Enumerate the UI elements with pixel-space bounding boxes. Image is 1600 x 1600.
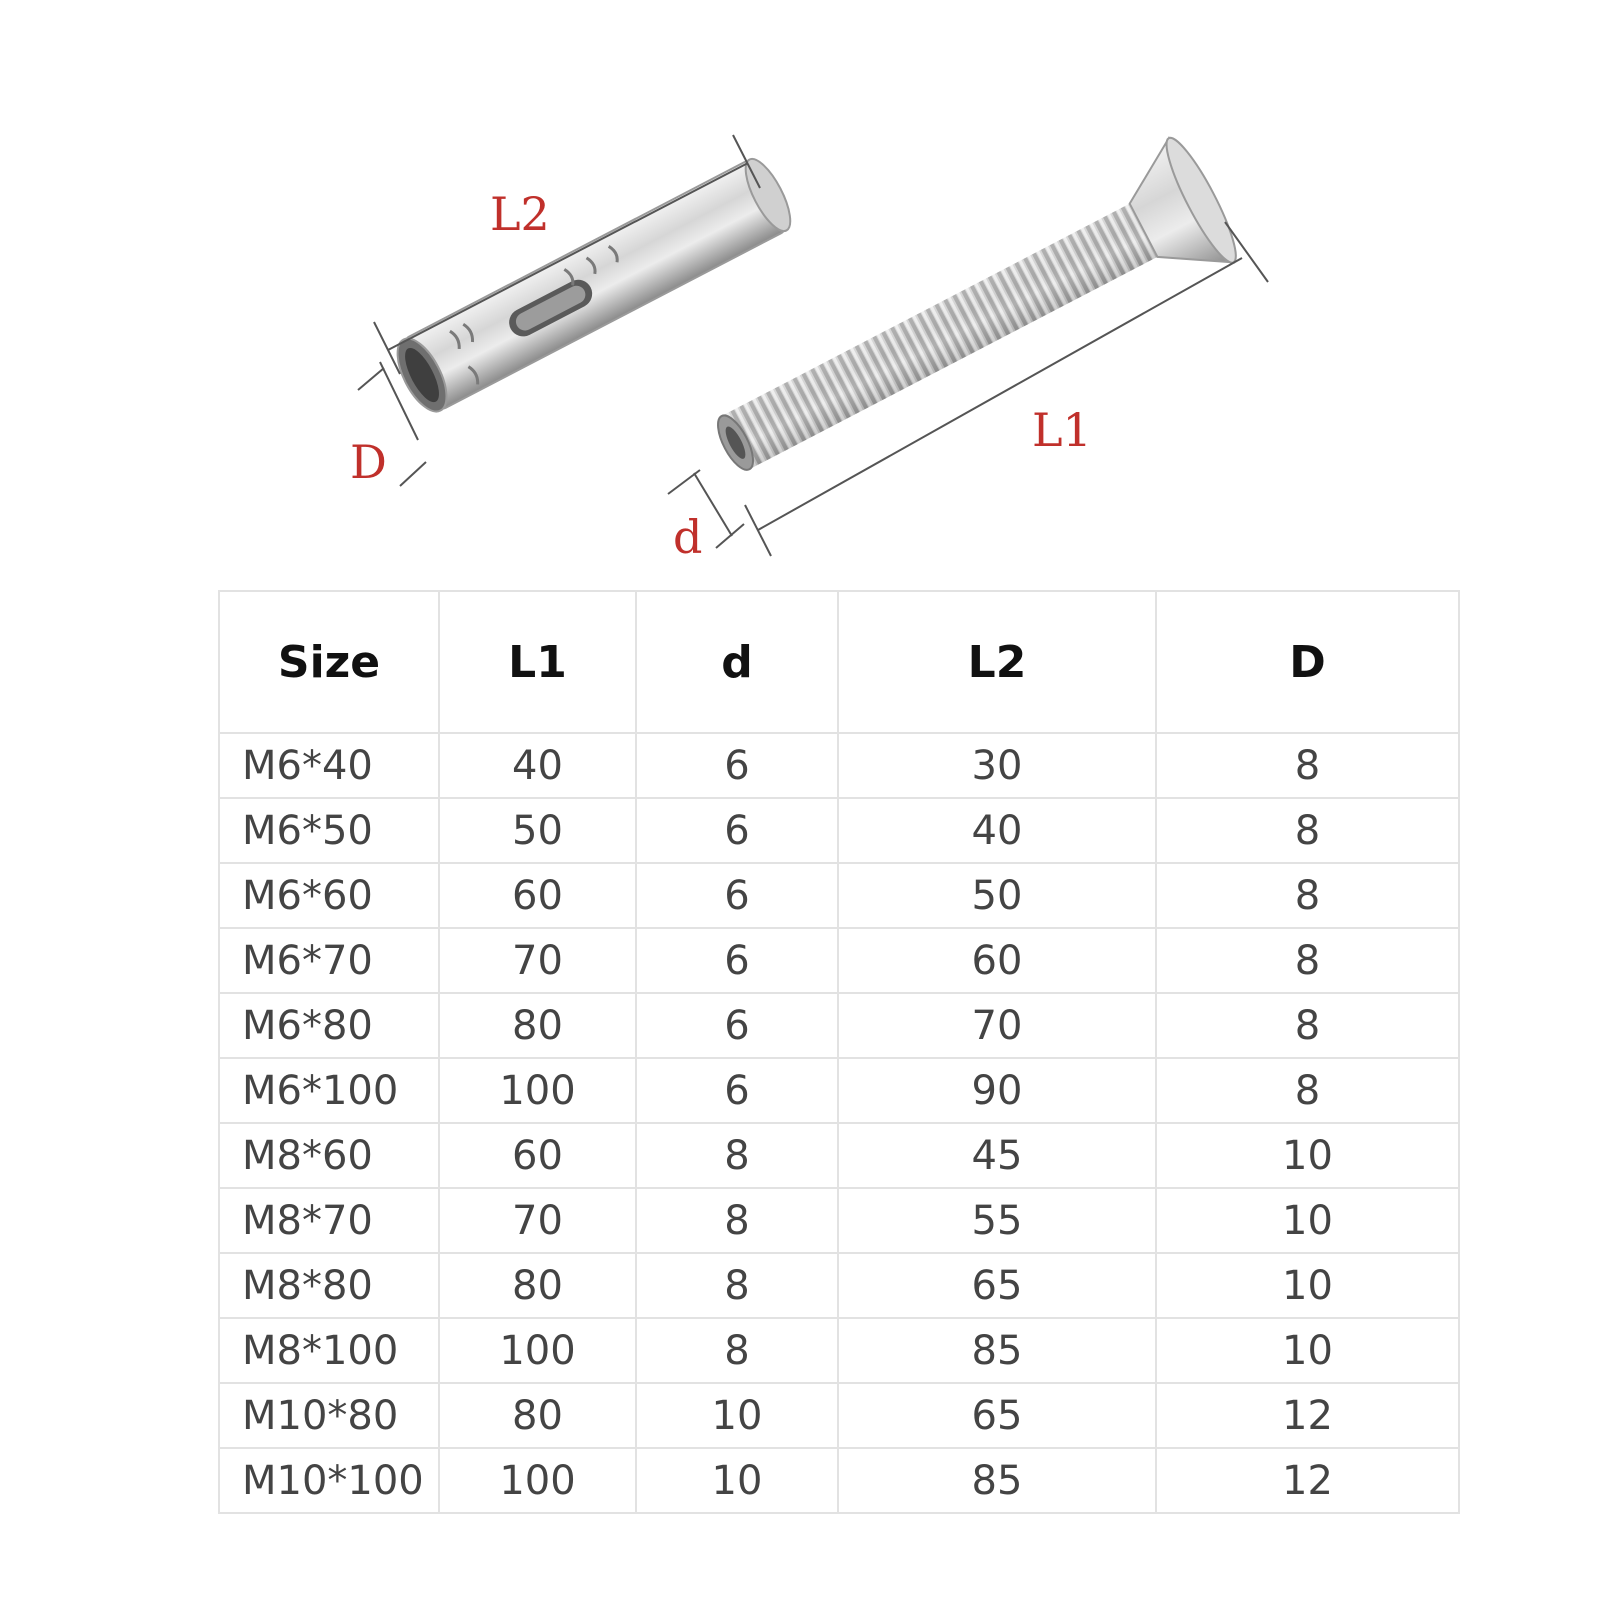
l1-cell: 40 [439,733,636,798]
size-cell: M6*40 [219,733,439,798]
expansion-sleeve [388,153,799,419]
d-large-cell: 8 [1156,733,1459,798]
d-small-cell: 6 [636,993,838,1058]
table-row [219,1058,1459,1123]
sleeve-diameter-label: D [350,435,387,489]
table-row [219,1253,1459,1318]
l2-cell: 60 [838,928,1156,993]
table-row [219,1318,1459,1383]
d-large-cell: 8 [1156,798,1459,863]
d-small-cell: 10 [636,1448,838,1513]
size-cell: M6*50 [219,798,439,863]
d-large-cell: 8 [1156,863,1459,928]
l1-cell: 70 [439,928,636,993]
d-small-cell: 10 [636,1383,838,1448]
d-small-cell: 8 [636,1123,838,1188]
d-small-cell: 6 [636,798,838,863]
size-cell: M6*100 [219,1058,439,1123]
product-illustration [0,0,1600,590]
d-large-cell: 10 [1156,1123,1459,1188]
d-large-cell: 8 [1156,1058,1459,1123]
l1-cell: 100 [439,1318,636,1383]
size-cell: M10*80 [219,1383,439,1448]
l2-cell: 85 [838,1448,1156,1513]
size-cell: M6*80 [219,993,439,1058]
l2-cell: 40 [838,798,1156,863]
table-row [219,733,1459,798]
d-small-cell: 6 [636,863,838,928]
d-large-cell: 12 [1156,1383,1459,1448]
size-cell: M8*60 [219,1123,439,1188]
l2-cell: 55 [838,1188,1156,1253]
header-d-small: d [636,591,838,733]
l1-cell: 80 [439,993,636,1058]
d-small-cell: 8 [636,1188,838,1253]
d-small-cell: 8 [636,1253,838,1318]
header-size: Size [219,591,439,733]
l2-cell: 65 [838,1253,1156,1318]
l1-cell: 80 [439,1383,636,1448]
d-large-cell: 10 [1156,1188,1459,1253]
size-cell: M10*100 [219,1448,439,1513]
l1-cell: 80 [439,1253,636,1318]
size-spec-table [218,590,1460,1514]
size-cell: M8*80 [219,1253,439,1318]
size-cell: M6*70 [219,928,439,993]
bolt-diameter-label: d [673,510,703,564]
l2-cell: 45 [838,1123,1156,1188]
d-large-cell: 12 [1156,1448,1459,1513]
header-l1: L1 [439,591,636,733]
table-row [219,1123,1459,1188]
table-row [219,993,1459,1058]
table-row [219,1448,1459,1513]
bolt-length-label: L1 [1032,403,1092,457]
header-l2: L2 [838,591,1156,733]
l2-cell: 65 [838,1383,1156,1448]
l1-cell: 70 [439,1188,636,1253]
d-small-cell: 6 [636,928,838,993]
size-cell: M8*70 [219,1188,439,1253]
l2-cell: 85 [838,1318,1156,1383]
l1-cell: 50 [439,798,636,863]
header-d-large: D [1156,591,1459,733]
d-small-cell: 6 [636,1058,838,1123]
d-large-cell: 8 [1156,993,1459,1058]
l1-cell: 60 [439,1123,636,1188]
size-cell: M8*100 [219,1318,439,1383]
size-cell: M6*60 [219,863,439,928]
d-large-cell: 8 [1156,928,1459,993]
table-row [219,863,1459,928]
l2-cell: 70 [838,993,1156,1058]
d-small-cell: 8 [636,1318,838,1383]
l2-cell: 30 [838,733,1156,798]
table-row [219,798,1459,863]
table-row [219,1383,1459,1448]
d-large-cell: 10 [1156,1318,1459,1383]
table-header-row [219,591,1459,733]
d-small-cell: 6 [636,733,838,798]
l1-cell: 100 [439,1448,636,1513]
sleeve-length-label: L2 [490,187,550,241]
table-row [219,928,1459,993]
l2-cell: 50 [838,863,1156,928]
table-row [219,1188,1459,1253]
l1-cell: 100 [439,1058,636,1123]
l2-cell: 90 [838,1058,1156,1123]
d-large-cell: 10 [1156,1253,1459,1318]
l1-cell: 60 [439,863,636,928]
